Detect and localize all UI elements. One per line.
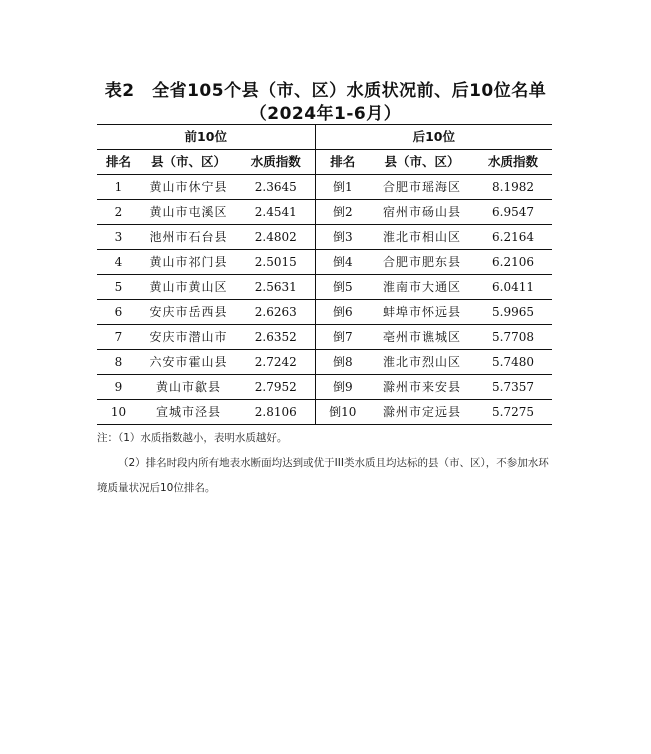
index-cell: 2.8106 bbox=[237, 400, 315, 425]
county-cell: 安庆市岳西县 bbox=[140, 300, 237, 325]
index-cell: 6.0411 bbox=[474, 275, 552, 300]
rank-cell: 倒1 bbox=[315, 175, 370, 200]
index-cell: 5.7708 bbox=[474, 325, 552, 350]
index-cell: 2.6263 bbox=[237, 300, 315, 325]
rank-cell: 2 bbox=[97, 200, 140, 225]
index-cell: 2.6352 bbox=[237, 325, 315, 350]
county-cell: 黄山市歙县 bbox=[140, 375, 237, 400]
county-cell: 黄山市休宁县 bbox=[140, 175, 237, 200]
table-row bbox=[97, 400, 552, 425]
index-cell: 2.5015 bbox=[237, 250, 315, 275]
county-cell: 安庆市潜山市 bbox=[140, 325, 237, 350]
county-cell: 淮北市烈山区 bbox=[370, 350, 474, 375]
table-row bbox=[97, 200, 552, 225]
rank-cell: 6 bbox=[97, 300, 140, 325]
index-cell: 6.2164 bbox=[474, 225, 552, 250]
index-cell: 2.7242 bbox=[237, 350, 315, 375]
rank-cell: 倒6 bbox=[315, 300, 370, 325]
group-header-bottom10: 后10位 bbox=[315, 125, 552, 150]
index-cell: 6.9547 bbox=[474, 200, 552, 225]
index-cell: 6.2106 bbox=[474, 250, 552, 275]
table-row bbox=[97, 375, 552, 400]
rank-cell: 1 bbox=[97, 175, 140, 200]
county-cell: 六安市霍山县 bbox=[140, 350, 237, 375]
index-cell: 2.4802 bbox=[237, 225, 315, 250]
county-cell: 黄山市黄山区 bbox=[140, 275, 237, 300]
rank-cell: 倒10 bbox=[315, 400, 370, 425]
table-row bbox=[97, 225, 552, 250]
county-cell: 淮北市相山区 bbox=[370, 225, 474, 250]
county-cell: 合肥市肥东县 bbox=[370, 250, 474, 275]
footnote-2: （2）排名时段内所有地表水断面均达到或优于III类水质且均达标的县（市、区），不参加水环境质量状况后10位排名。 bbox=[97, 457, 549, 494]
table-row bbox=[97, 275, 552, 300]
county-cell: 池州市石台县 bbox=[140, 225, 237, 250]
index-cell: 2.5631 bbox=[237, 275, 315, 300]
rank-cell: 7 bbox=[97, 325, 140, 350]
index-cell: 5.7480 bbox=[474, 350, 552, 375]
rank-cell: 倒5 bbox=[315, 275, 370, 300]
column-header-index: 水质指数 bbox=[237, 150, 315, 175]
table-row bbox=[97, 300, 552, 325]
column-header-rank: 排名 bbox=[97, 150, 140, 175]
rank-cell: 倒8 bbox=[315, 350, 370, 375]
rank-cell: 倒2 bbox=[315, 200, 370, 225]
column-header-index: 水质指数 bbox=[474, 150, 552, 175]
column-header-rank: 排名 bbox=[315, 150, 370, 175]
county-cell: 合肥市瑶海区 bbox=[370, 175, 474, 200]
table-row bbox=[97, 325, 552, 350]
index-cell: 5.7275 bbox=[474, 400, 552, 425]
rank-cell: 4 bbox=[97, 250, 140, 275]
water-quality-ranking-table bbox=[97, 124, 552, 425]
column-header-county: 县（市、区） bbox=[140, 150, 237, 175]
county-cell: 宿州市砀山县 bbox=[370, 200, 474, 225]
index-cell: 2.4541 bbox=[237, 200, 315, 225]
group-header-top10: 前10位 bbox=[97, 125, 315, 150]
county-cell: 黄山市祁门县 bbox=[140, 250, 237, 275]
county-cell: 黄山市屯溪区 bbox=[140, 200, 237, 225]
table-subtitle-period: （2024年1-6月） bbox=[249, 104, 402, 124]
rank-cell: 10 bbox=[97, 400, 140, 425]
county-cell: 滁州市定远县 bbox=[370, 400, 474, 425]
rank-cell: 9 bbox=[97, 375, 140, 400]
index-cell: 8.1982 bbox=[474, 175, 552, 200]
rank-cell: 倒9 bbox=[315, 375, 370, 400]
index-cell: 2.7952 bbox=[237, 375, 315, 400]
table-title: 表2 全省105个县（市、区）水质状况前、后10位名单 bbox=[104, 81, 547, 101]
county-cell: 淮南市大通区 bbox=[370, 275, 474, 300]
index-cell: 5.7357 bbox=[474, 375, 552, 400]
column-header-county: 县（市、区） bbox=[370, 150, 474, 175]
county-cell: 滁州市来安县 bbox=[370, 375, 474, 400]
rank-cell: 3 bbox=[97, 225, 140, 250]
table-row bbox=[97, 250, 552, 275]
rank-cell: 8 bbox=[97, 350, 140, 375]
county-cell: 蚌埠市怀远县 bbox=[370, 300, 474, 325]
rank-cell: 5 bbox=[97, 275, 140, 300]
rank-cell: 倒4 bbox=[315, 250, 370, 275]
index-cell: 5.9965 bbox=[474, 300, 552, 325]
table-row bbox=[97, 175, 552, 200]
county-cell: 亳州市谯城区 bbox=[370, 325, 474, 350]
index-cell: 2.3645 bbox=[237, 175, 315, 200]
county-cell: 宣城市泾县 bbox=[140, 400, 237, 425]
rank-cell: 倒7 bbox=[315, 325, 370, 350]
table-row bbox=[97, 350, 552, 375]
footnote-1: 注：（1）水质指数越小，表明水质越好。 bbox=[97, 432, 288, 444]
rank-cell: 倒3 bbox=[315, 225, 370, 250]
